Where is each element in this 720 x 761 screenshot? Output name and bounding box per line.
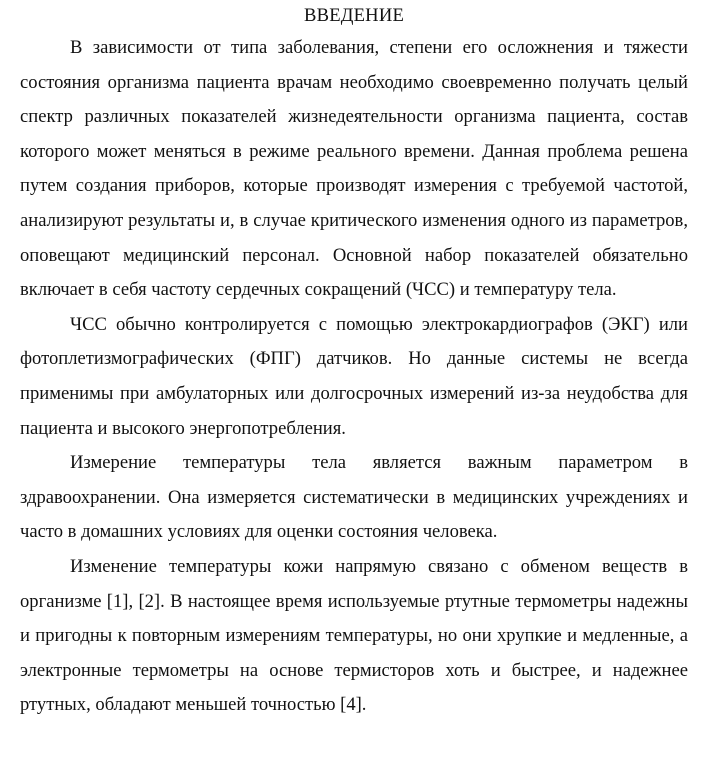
section-heading: ВВЕДЕНИЕ — [303, 5, 405, 26]
paragraph-1: В зависимости от типа заболевания, степени его осложнения и тяжести состояния организма пациента врачам необходимо своевременно получать целый спектр различных показателей жизнедеятельности организма пациента, состав которого может меняться в режиме реального времени. Данная проблема решена путем создания приборов, которые производят измерения с требуемой частотой, анализируют результаты и, в случае критического изменения одного из параметров, оповещают медицинский персонал. Основной набор показателей обязательно включает в себя частоту сердечных сокращений (ЧСС) и температуру тела. — [20, 37, 688, 301]
paragraph-3: Измерение температуры тела является важным параметром в здравоохранении. Она измеряется систематически в медицинских учреждениях и часто в домашних условиях для оценки состояния человека. — [20, 452, 688, 543]
paragraph-4: Изменение температуры кожи напрямую связано с обменом веществ в организме [1], [2]. В настоящее время используемые ртутные термометры надежны и пригодны к повторным измерениям температуры, но они хрупкие и медленные, а электронные термометры на основе термисторов хоть и быстрее, и надежнее ртутных, обладают меньшей точностью [4]. — [20, 555, 688, 716]
document-page — [20, 0, 688, 723]
paragraph-2: ЧСС обычно контролируется с помощью электрокардиографов (ЭКГ) или фотоплетизмографических (ФПГ) датчиков. Но данные системы не всегда применимы при амбулаторных или долгосрочных измерений из-за неудобства для пациента и высокого энергопотребления. — [20, 313, 688, 439]
